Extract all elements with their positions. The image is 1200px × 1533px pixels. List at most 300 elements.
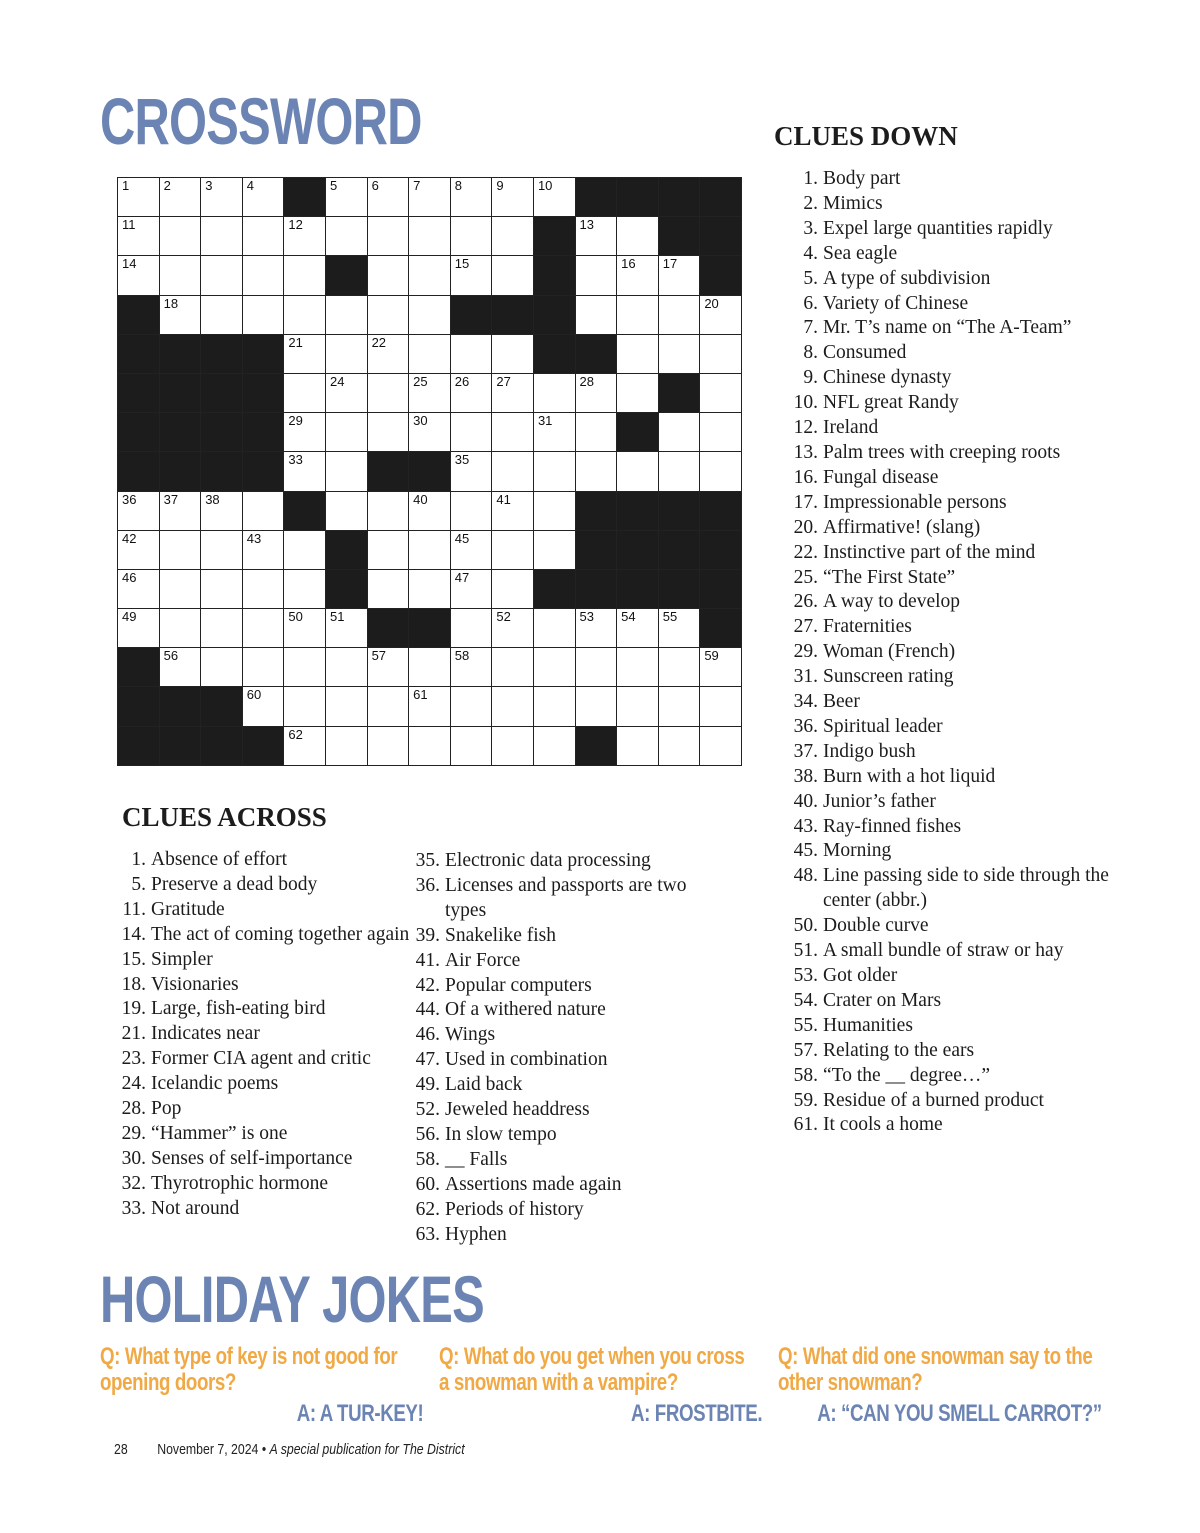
grid-black-square xyxy=(534,296,576,335)
grid-cell[interactable] xyxy=(243,609,285,648)
grid-cell[interactable] xyxy=(284,452,326,491)
clue-item xyxy=(790,566,1120,591)
clue-number: 47. xyxy=(415,1049,440,1071)
grid-cell[interactable] xyxy=(409,413,451,452)
grid-cell[interactable] xyxy=(492,413,534,452)
clue-text: Relating to the ears xyxy=(823,1039,975,1061)
clue-number: 43. xyxy=(793,815,818,837)
grid-cell[interactable] xyxy=(368,492,410,531)
grid-black-square xyxy=(617,413,659,452)
grid-cell[interactable] xyxy=(659,296,701,335)
clue-number: 57. xyxy=(793,1039,818,1061)
grid-cell[interactable] xyxy=(576,687,618,726)
grid-cell[interactable] xyxy=(409,727,451,766)
grid-black-square xyxy=(659,531,701,570)
clue-number: 21. xyxy=(121,1023,146,1045)
grid-cell[interactable] xyxy=(326,296,368,335)
grid-black-square xyxy=(160,727,202,766)
clue-number: 55. xyxy=(793,1014,818,1036)
grid-cell[interactable] xyxy=(534,452,576,491)
grid-cell[interactable] xyxy=(700,648,742,687)
grid-cell[interactable] xyxy=(326,217,368,256)
grid-black-square xyxy=(659,570,701,609)
grid-black-square xyxy=(659,374,701,413)
grid-black-square xyxy=(284,492,326,531)
grid-cell[interactable] xyxy=(534,531,576,570)
grid-cell[interactable] xyxy=(284,648,326,687)
clue-item xyxy=(790,242,1120,267)
clue-item xyxy=(790,740,1120,765)
grid-cell[interactable] xyxy=(201,217,243,256)
grid-black-square xyxy=(617,570,659,609)
cell-number: 18 xyxy=(163,295,179,311)
cell-number: 41 xyxy=(496,491,511,507)
grid-cell[interactable] xyxy=(118,217,160,256)
clue-number: 6. xyxy=(803,292,818,314)
cell-number: 21 xyxy=(288,334,303,350)
grid-cell[interactable] xyxy=(118,570,160,609)
clue-number: 7. xyxy=(803,317,818,339)
grid-cell[interactable] xyxy=(284,531,326,570)
clue-item xyxy=(790,839,1120,864)
grid-cell[interactable] xyxy=(617,609,659,648)
grid-cell[interactable] xyxy=(368,374,410,413)
clue-item xyxy=(410,1098,710,1123)
grid-cell[interactable] xyxy=(243,570,285,609)
grid-cell[interactable] xyxy=(160,217,202,256)
clue-item xyxy=(410,1173,710,1198)
clue-text: Not around xyxy=(151,1197,240,1219)
grid-cell[interactable] xyxy=(617,296,659,335)
grid-cell[interactable] xyxy=(576,648,618,687)
clue-number: 62. xyxy=(415,1198,440,1220)
grid-cell[interactable] xyxy=(451,256,493,295)
grid-cell[interactable] xyxy=(118,492,160,531)
grid-cell[interactable] xyxy=(118,178,160,217)
grid-cell[interactable] xyxy=(492,217,534,256)
grid-cell[interactable] xyxy=(576,217,618,256)
grid-cell[interactable] xyxy=(659,256,701,295)
grid-cell[interactable] xyxy=(451,413,493,452)
grid-cell[interactable] xyxy=(534,609,576,648)
grid-cell[interactable] xyxy=(659,687,701,726)
clue-text: Senses of self-importance xyxy=(151,1147,353,1169)
grid-cell[interactable] xyxy=(617,452,659,491)
cell-number: 49 xyxy=(122,609,137,625)
clue-item xyxy=(790,316,1120,341)
clue-item xyxy=(410,1048,710,1073)
grid-cell[interactable] xyxy=(326,413,368,452)
grid-cell[interactable] xyxy=(409,492,451,531)
clue-item xyxy=(116,848,416,873)
grid-cell[interactable] xyxy=(243,492,285,531)
clue-number: 1. xyxy=(131,849,146,870)
grid-cell[interactable] xyxy=(534,727,576,766)
grid-cell[interactable] xyxy=(326,178,368,217)
cell-number: 16 xyxy=(621,256,636,272)
grid-cell[interactable] xyxy=(201,648,243,687)
grid-cell[interactable] xyxy=(576,296,618,335)
grid-cell[interactable] xyxy=(284,413,326,452)
grid-cell[interactable] xyxy=(617,687,659,726)
grid-black-square xyxy=(118,413,160,452)
grid-cell[interactable] xyxy=(617,727,659,766)
clue-item xyxy=(116,1197,416,1222)
grid-cell[interactable] xyxy=(118,609,160,648)
grid-cell[interactable] xyxy=(160,178,202,217)
crossword-title: CROSSWORD xyxy=(100,84,422,158)
clue-item xyxy=(116,1097,416,1122)
grid-cell[interactable] xyxy=(659,609,701,648)
clue-text: Assertions made again xyxy=(445,1173,622,1195)
clue-item xyxy=(410,1023,710,1048)
grid-cell[interactable] xyxy=(284,570,326,609)
grid-cell[interactable] xyxy=(368,648,410,687)
clue-text: Absence of effort xyxy=(151,849,288,870)
grid-cell[interactable] xyxy=(368,296,410,335)
clue-number: 59. xyxy=(793,1089,818,1111)
grid-cell[interactable] xyxy=(617,648,659,687)
cell-number: 51 xyxy=(329,609,345,625)
grid-cell[interactable] xyxy=(492,374,534,413)
cell-number: 46 xyxy=(122,569,137,585)
grid-cell[interactable] xyxy=(409,296,451,335)
clue-item xyxy=(116,1172,416,1197)
grid-cell[interactable] xyxy=(201,296,243,335)
clue-text: Hyphen xyxy=(445,1223,507,1245)
grid-black-square xyxy=(451,296,493,335)
grid-cell[interactable] xyxy=(451,452,493,491)
grid-cell[interactable] xyxy=(409,570,451,609)
grid-black-square xyxy=(534,217,576,256)
clue-number: 9. xyxy=(803,367,818,389)
grid-cell[interactable] xyxy=(284,374,326,413)
grid-cell[interactable] xyxy=(451,492,493,531)
grid-cell[interactable] xyxy=(492,452,534,491)
clue-number: 31. xyxy=(793,666,818,688)
clue-item xyxy=(790,292,1120,317)
clue-text: Humanities xyxy=(823,1014,913,1036)
grid-cell[interactable] xyxy=(284,335,326,374)
grid-cell[interactable] xyxy=(284,687,326,726)
grid-cell[interactable] xyxy=(160,570,202,609)
grid-cell[interactable] xyxy=(201,531,243,570)
clue-number: 34. xyxy=(793,691,818,713)
clue-number: 46. xyxy=(415,1024,440,1046)
cell-number: 29 xyxy=(288,413,303,429)
grid-cell[interactable] xyxy=(534,413,576,452)
grid-cell[interactable] xyxy=(368,531,410,570)
grid-cell[interactable] xyxy=(700,374,742,413)
grid-cell[interactable] xyxy=(326,374,368,413)
grid-cell[interactable] xyxy=(534,492,576,531)
clues-across-heading: CLUES ACROSS xyxy=(122,802,327,832)
clue-item xyxy=(790,267,1120,292)
clue-text: Preserve a dead body xyxy=(151,873,318,895)
clue-item xyxy=(116,898,416,923)
grid-cell[interactable] xyxy=(659,727,701,766)
cell-number: 24 xyxy=(329,373,345,389)
grid-cell[interactable] xyxy=(160,256,202,295)
grid-cell[interactable] xyxy=(201,609,243,648)
grid-cell[interactable] xyxy=(160,609,202,648)
clue-text: Variety of Chinese xyxy=(823,292,969,314)
joke-answer: A: A TUR-KEY! xyxy=(296,1400,423,1427)
clue-number: 40. xyxy=(793,790,818,812)
grid-cell[interactable] xyxy=(284,217,326,256)
grid-cell[interactable] xyxy=(492,531,534,570)
clue-number: 25. xyxy=(793,566,818,588)
clue-text: Line passing side to side through the center (abbr.) xyxy=(823,865,1109,912)
grid-cell[interactable] xyxy=(576,413,618,452)
grid-black-square xyxy=(700,178,742,217)
grid-cell[interactable] xyxy=(576,256,618,295)
grid-cell[interactable] xyxy=(243,217,285,256)
grid-cell[interactable] xyxy=(326,648,368,687)
grid-cell[interactable] xyxy=(118,256,160,295)
grid-cell[interactable] xyxy=(451,687,493,726)
grid-cell[interactable] xyxy=(201,178,243,217)
grid-cell[interactable] xyxy=(409,256,451,295)
grid-cell[interactable] xyxy=(451,531,493,570)
cell-number: 62 xyxy=(288,726,303,742)
clue-text: Electronic data processing xyxy=(445,850,651,871)
grid-cell[interactable] xyxy=(368,727,410,766)
grid-cell[interactable] xyxy=(700,413,742,452)
clue-text: Icelandic poems xyxy=(151,1073,279,1095)
cell-number: 28 xyxy=(579,373,594,389)
grid-cell[interactable] xyxy=(368,178,410,217)
grid-cell[interactable] xyxy=(451,178,493,217)
grid-cell[interactable] xyxy=(617,217,659,256)
clue-text: NFL great Randy xyxy=(823,392,959,414)
grid-cell[interactable] xyxy=(451,609,493,648)
grid-cell[interactable] xyxy=(326,335,368,374)
grid-cell[interactable] xyxy=(659,452,701,491)
clue-number: 32. xyxy=(121,1172,146,1194)
grid-cell[interactable] xyxy=(409,531,451,570)
grid-cell[interactable] xyxy=(201,492,243,531)
grid-cell[interactable] xyxy=(492,609,534,648)
grid-cell[interactable] xyxy=(326,452,368,491)
clue-number: 58. xyxy=(793,1064,818,1086)
grid-cell[interactable] xyxy=(617,256,659,295)
clue-number: 14. xyxy=(121,923,146,945)
clue-number: 29. xyxy=(121,1122,146,1144)
grid-cell[interactable] xyxy=(160,296,202,335)
grid-cell[interactable] xyxy=(326,727,368,766)
clue-item xyxy=(790,466,1120,491)
grid-cell[interactable] xyxy=(492,256,534,295)
grid-cell[interactable] xyxy=(368,687,410,726)
cell-number: 35 xyxy=(454,452,470,468)
grid-cell[interactable] xyxy=(243,648,285,687)
clue-item xyxy=(410,849,710,874)
clue-item xyxy=(790,192,1120,217)
grid-cell[interactable] xyxy=(492,687,534,726)
clue-item xyxy=(790,1089,1120,1114)
clue-item xyxy=(790,416,1120,441)
grid-cell[interactable] xyxy=(700,727,742,766)
grid-cell[interactable] xyxy=(534,648,576,687)
grid-cell[interactable] xyxy=(492,178,534,217)
grid-black-square xyxy=(201,687,243,726)
grid-cell[interactable] xyxy=(326,492,368,531)
grid-black-square xyxy=(201,452,243,491)
grid-cell[interactable] xyxy=(492,335,534,374)
clue-item xyxy=(410,1073,710,1098)
grid-cell[interactable] xyxy=(409,335,451,374)
grid-cell[interactable] xyxy=(700,452,742,491)
clue-item xyxy=(116,1022,416,1047)
clue-item xyxy=(790,665,1120,690)
grid-cell[interactable] xyxy=(700,687,742,726)
grid-black-square xyxy=(118,727,160,766)
grid-cell[interactable] xyxy=(284,256,326,295)
grid-cell[interactable] xyxy=(492,727,534,766)
cell-number: 9 xyxy=(496,178,504,193)
clue-text: Former CIA agent and critic xyxy=(151,1048,371,1070)
grid-black-square xyxy=(700,217,742,256)
clue-number: 45. xyxy=(793,840,818,862)
grid-cell[interactable] xyxy=(284,609,326,648)
grid-black-square xyxy=(492,296,534,335)
clue-text: Double curve xyxy=(823,915,929,937)
clue-item xyxy=(790,690,1120,715)
grid-black-square xyxy=(118,452,160,491)
grid-cell[interactable] xyxy=(243,256,285,295)
grid-cell[interactable] xyxy=(118,531,160,570)
clue-number: 58. xyxy=(415,1148,440,1170)
cell-number: 45 xyxy=(454,530,470,546)
grid-cell[interactable] xyxy=(201,570,243,609)
grid-cell[interactable] xyxy=(492,492,534,531)
grid-cell[interactable] xyxy=(160,531,202,570)
clue-number: 51. xyxy=(793,940,818,962)
grid-cell[interactable] xyxy=(534,374,576,413)
clue-text: “The First State” xyxy=(823,566,956,588)
clue-number: 15. xyxy=(121,948,146,970)
grid-cell[interactable] xyxy=(326,687,368,726)
clue-text: “To the __ degree…” xyxy=(823,1064,991,1086)
clue-number: 20. xyxy=(793,516,818,538)
grid-cell[interactable] xyxy=(576,609,618,648)
crossword-grid xyxy=(117,177,742,766)
clue-item xyxy=(410,924,710,949)
grid-cell[interactable] xyxy=(451,335,493,374)
grid-cell[interactable] xyxy=(617,335,659,374)
grid-cell[interactable] xyxy=(243,296,285,335)
grid-cell[interactable] xyxy=(492,570,534,609)
grid-cell[interactable] xyxy=(451,217,493,256)
grid-cell[interactable] xyxy=(534,178,576,217)
clue-text: “Hammer” is one xyxy=(151,1122,288,1144)
grid-cell[interactable] xyxy=(243,687,285,726)
clue-text: __ Falls xyxy=(445,1148,508,1170)
grid-cell[interactable] xyxy=(659,413,701,452)
issue-date: November 7, 2024 xyxy=(157,1441,259,1458)
clue-text: Fungal disease xyxy=(823,466,939,488)
grid-cell[interactable] xyxy=(409,217,451,256)
grid-cell[interactable] xyxy=(534,687,576,726)
grid-cell[interactable] xyxy=(700,296,742,335)
grid-cell[interactable] xyxy=(659,335,701,374)
grid-cell[interactable] xyxy=(451,648,493,687)
joke-answer: A: FROSTBITE. xyxy=(630,1400,762,1427)
grid-cell[interactable] xyxy=(451,570,493,609)
clue-text: Junior’s father xyxy=(823,790,936,812)
grid-cell[interactable] xyxy=(243,531,285,570)
clues-down-heading: CLUES DOWN xyxy=(774,121,958,151)
clue-number: 49. xyxy=(415,1074,440,1096)
clue-item xyxy=(790,366,1120,391)
grid-cell[interactable] xyxy=(409,374,451,413)
grid-cell[interactable] xyxy=(492,648,534,687)
grid-cell[interactable] xyxy=(201,256,243,295)
clue-number: 4. xyxy=(803,242,818,264)
clue-number: 44. xyxy=(415,999,440,1021)
joke-question: Q: What do you get when you cross a snowman with a vampire? xyxy=(439,1343,745,1396)
clue-number: 61. xyxy=(793,1114,818,1136)
grid-cell[interactable] xyxy=(284,727,326,766)
grid-cell[interactable] xyxy=(409,648,451,687)
clue-text: Snakelike fish xyxy=(445,924,557,946)
grid-cell[interactable] xyxy=(576,452,618,491)
clue-text: Burn with a hot liquid xyxy=(823,765,996,787)
clue-number: 3. xyxy=(803,217,818,239)
cell-number: 10 xyxy=(537,178,553,193)
clue-number: 39. xyxy=(415,924,440,946)
cell-number: 33 xyxy=(288,452,303,468)
cell-number: 31 xyxy=(537,413,553,429)
clue-text: Ireland xyxy=(823,417,879,439)
grid-black-square xyxy=(700,256,742,295)
clue-item xyxy=(410,949,710,974)
grid-cell[interactable] xyxy=(160,492,202,531)
clue-number: 50. xyxy=(793,915,818,937)
grid-cell[interactable] xyxy=(284,296,326,335)
grid-cell[interactable] xyxy=(368,256,410,295)
grid-cell[interactable] xyxy=(409,178,451,217)
clue-item xyxy=(790,491,1120,516)
grid-cell[interactable] xyxy=(326,609,368,648)
grid-black-square xyxy=(576,531,618,570)
grid-black-square xyxy=(409,609,451,648)
grid-cell[interactable] xyxy=(368,335,410,374)
grid-cell[interactable] xyxy=(700,335,742,374)
grid-black-square xyxy=(160,413,202,452)
grid-cell[interactable] xyxy=(617,374,659,413)
grid-cell[interactable] xyxy=(451,727,493,766)
clue-text: Mimics xyxy=(823,192,883,214)
cell-number: 3 xyxy=(205,178,213,193)
cell-number: 1 xyxy=(122,178,130,193)
grid-cell[interactable] xyxy=(243,178,285,217)
grid-cell[interactable] xyxy=(451,374,493,413)
grid-cell[interactable] xyxy=(368,217,410,256)
grid-cell[interactable] xyxy=(368,413,410,452)
clue-text: Body part xyxy=(823,168,901,189)
grid-black-square xyxy=(201,335,243,374)
clue-text: Ray-finned fishes xyxy=(823,815,962,837)
grid-cell[interactable] xyxy=(160,648,202,687)
grid-cell[interactable] xyxy=(409,687,451,726)
clue-number: 11. xyxy=(122,898,146,920)
grid-cell[interactable] xyxy=(659,648,701,687)
clue-item xyxy=(790,1113,1120,1138)
grid-cell[interactable] xyxy=(576,374,618,413)
grid-cell[interactable] xyxy=(368,570,410,609)
